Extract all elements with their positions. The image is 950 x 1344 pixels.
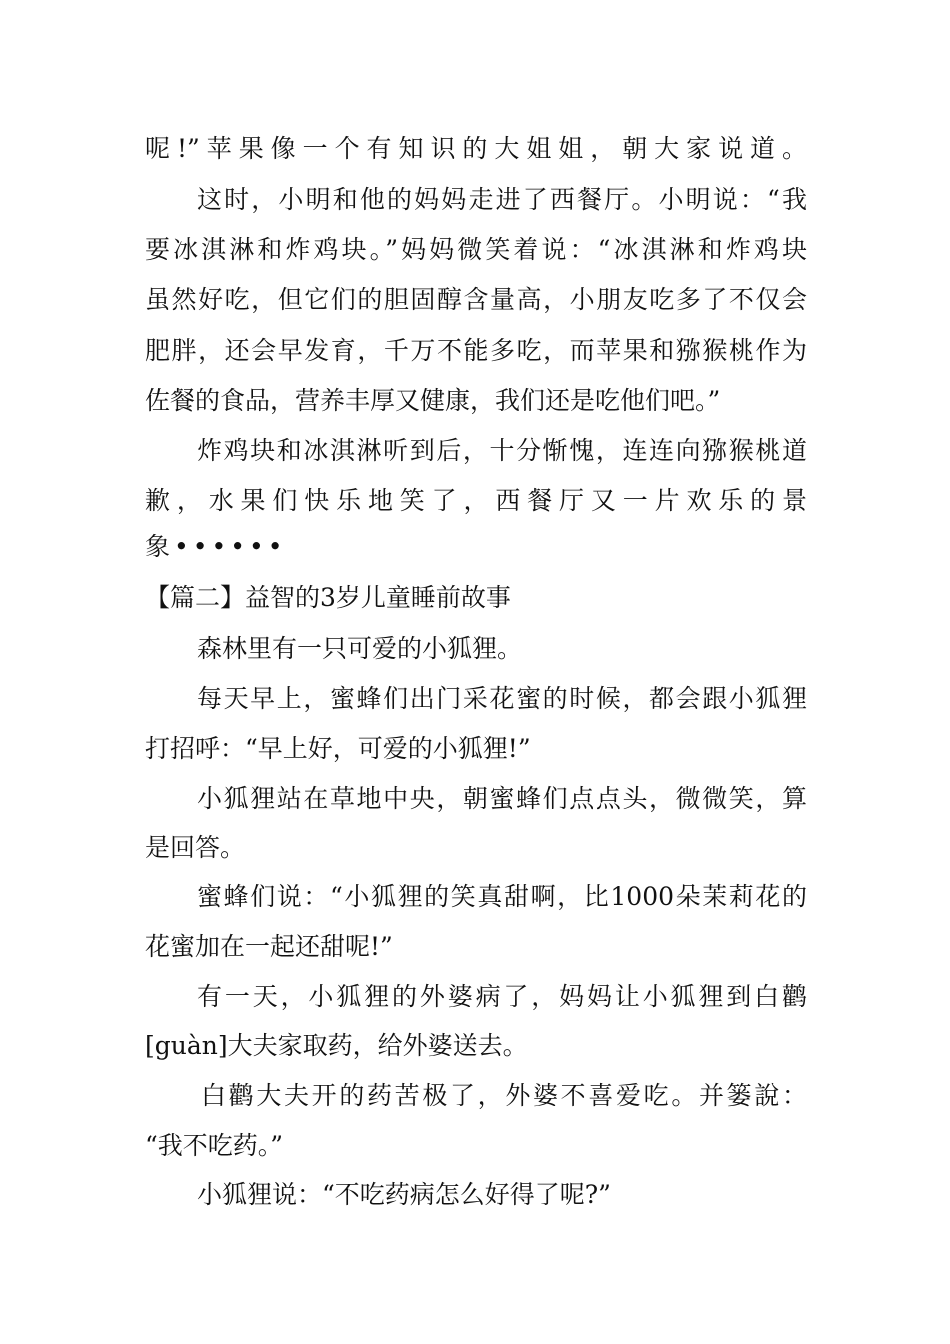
text-line: 是回答。 xyxy=(145,833,246,862)
text-line: 这时，小明和他的妈妈走进了西餐厅。小明说：“我 xyxy=(197,185,807,214)
text-line: 象•••••• xyxy=(145,532,287,561)
text-line: 要冰淇淋和炸鸡块。”妈妈微笑着说：“冰淇淋和炸鸡块 xyxy=(145,235,807,264)
text-line: 肥胖，还会早发育，千万不能多吃，而苹果和猕猴桃作为 xyxy=(145,336,807,365)
text-line: 炸鸡块和冰淇淋听到后，十分惭愧，连连向猕猴桃道 xyxy=(197,436,807,465)
text-line: 打招呼：“早上好，可爱的小狐狸!” xyxy=(145,734,531,763)
text-line: 佐餐的食品，营养丰厚又健康，我们还是吃他们吧。” xyxy=(145,386,721,415)
text-line: “我不吃药。” xyxy=(145,1131,284,1160)
text-line: 歉，水果们快乐地笑了，西餐厅又一片欢乐的景 xyxy=(145,486,807,515)
text-line: 蜜蜂们说：“小狐狸的笑真甜啊，比1000朵茉莉花的 xyxy=(197,882,807,911)
text-line: 呢!”苹果像一个有知识的大姐姐，朝大家说道。 xyxy=(145,134,807,163)
text-line: 虽然好吃，但它们的胆固醇含量高，小朋友吃多了不仅会 xyxy=(145,285,807,314)
text-line: 森林里有一只可爱的小狐狸。 xyxy=(197,634,523,663)
text-line: 花蜜加在一起还甜呢!” xyxy=(145,932,393,961)
section-heading: 【篇二】益智的3岁儿童睡前故事 xyxy=(145,583,511,612)
text-line: 每天早上，蜜蜂们出门采花蜜的时候，都会跟小狐狸 xyxy=(197,684,807,713)
text-line: 有一天，小狐狸的外婆病了，妈妈让小狐狸到白鹳 xyxy=(197,982,807,1011)
text-line: 小狐狸站在草地中央，朝蜜蜂们点点头，微微笑，算 xyxy=(197,784,807,813)
text-line: 小狐狸说：“不吃药病怎么好得了呢?” xyxy=(197,1180,611,1209)
text-line: [guàn]大夫家取药，给外婆送去。 xyxy=(145,1031,528,1060)
text-line: 白鹳大夫开的药苦极了，外婆不喜爱吃。并篓說： xyxy=(201,1081,807,1110)
